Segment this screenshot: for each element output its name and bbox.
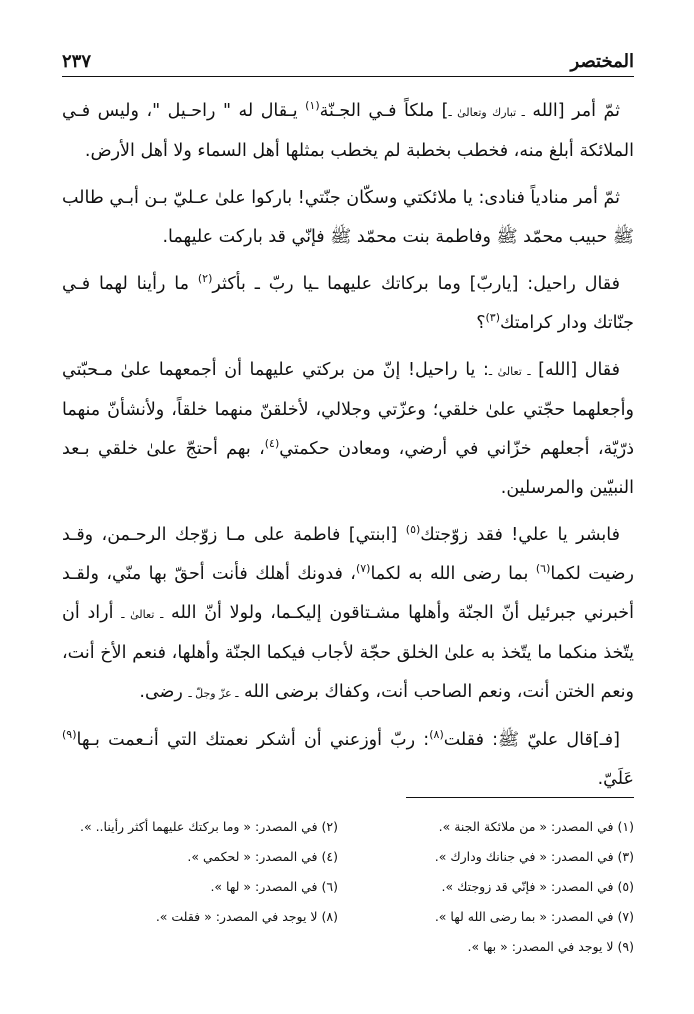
footnote: (١) في المصدر: « من ملائكة الجنة ». <box>438 819 634 834</box>
footnote: (٤) في المصدر: « لحكمي ». <box>187 849 338 864</box>
footnote: (٣) في المصدر: « في جنانك ودارك ». <box>434 849 634 864</box>
honorific: ـ تعالىٰ ـ <box>488 365 531 378</box>
footnote-ref: (٥) <box>405 523 421 537</box>
main-text <box>62 92 634 807</box>
text-run: ؟ <box>476 313 486 333</box>
text-run: : يا راحيل! إنّ من بركتي عليهما أن أجمعهما علىٰ مـحبّتي وأجعلهما حجّتي علىٰ خلقي؛ وعزّتي وجلالي، لأخلقنّ منهما خلقاً، ولأنشأنّ منهما ذرّيّة، أجعلهم خزّاني في أرضي، ومعادن حكمتي <box>62 360 634 459</box>
text-run: فابشر يا علي! فقد زوّجتك <box>420 525 621 545</box>
text-run: ، بهم أحتجّ علىٰ خلقي بـعد النبيّين والمرسلين. <box>62 439 634 498</box>
footnote: (٨) لا يوجد في المصدر: « فقلت ». <box>155 909 338 924</box>
text-run: [فـ]قال عليّ ﷺ: فقلت <box>443 730 620 750</box>
text-run: [ابنتي] فاطمة على مـا زوّجك الرحـمن، وقـد رضيت لكما <box>62 525 634 584</box>
footnote: (٢) في المصدر: « وما بركتك عليهما أكثر رأينا.. ». <box>79 819 338 834</box>
footnote-ref: (٧) <box>355 562 371 576</box>
footnote-ref: (٦) <box>535 562 551 576</box>
footnote-ref: (٣) <box>485 311 501 325</box>
header-divider <box>62 76 634 77</box>
text-run: ما رأينا لهما فـي جنّاتك ودار كرامتك <box>62 274 634 333</box>
honorific: ـ عزّ وجلّ ـ <box>188 687 239 700</box>
honorific: ـ تبارك وتعالىٰ ـ <box>448 106 525 119</box>
text-run: فقال راحيل: [ياربّ] وما بركاتك عليهما ـيا ربّ ـ بأكثر <box>212 274 620 294</box>
paragraph <box>62 721 634 799</box>
footnote-ref: (١) <box>305 99 320 113</box>
paragraph <box>62 265 634 343</box>
footnote: (٦) في المصدر: « لها ». <box>210 879 338 894</box>
footnote: (٥) في المصدر: « فإنّي قد زوجتك ». <box>441 879 634 894</box>
footnote-ref: (٩) <box>62 728 77 742</box>
text-run: بما رضى الله به لكما <box>370 564 536 584</box>
paragraph <box>62 351 634 508</box>
footnotes <box>62 812 634 962</box>
footnote: (٧) في المصدر: « بما رضى الله لها ». <box>434 909 634 924</box>
text-run: أراد أن يتّخذ منكما ما يتّخذ به علىٰ الخلق حجّة لأجاب فيكما الجنّة وأهلها، فنعم الأخ أنت، ونعم الختن أنت، ونعم الصاحب أنت، وكفاك برضى الله <box>62 603 634 702</box>
page-number: ٢٣٧ <box>62 51 92 72</box>
paragraph <box>62 516 634 713</box>
text-run: ، فدونك أهلك فأنت أحقّ بها منّي، ولقـد أخبرني جبرئيل أنّ الجنّة وأهلها مشـتاقون إليكـما، ولولا أنّ الله <box>62 564 634 623</box>
honorific: ـ تعالىٰ ـ <box>121 608 164 621</box>
footnote-ref: (٨) <box>429 728 444 742</box>
running-title: المختصر <box>570 51 634 72</box>
text-run: يـقال له " راحـيل "، وليس فـي الملائكة أبلغ منه، فخطب بخطبة لم يخطب بمثلها أهل السماء ولا أهل الأرض. <box>62 101 634 161</box>
paragraph <box>62 92 634 171</box>
footnote: (٩) لا يوجد في المصدر: « بها ». <box>467 939 634 954</box>
page-header <box>62 42 634 72</box>
text-run: فقال [الله] <box>530 360 621 380</box>
text-run: رضى. <box>139 682 189 702</box>
text-run: ثمّ أمر منادياً فنادى: يا ملائكتي وسكّان جنّتي! باركوا علىٰ عـليّ بـن أبـي طالب ﷺ حبيب محمّد ﷺ وفاطمة بنت محمّد ﷺ فإنّي قد باركت عليهما. <box>62 188 634 247</box>
text-run: ] ملكاً فـي الجـنّة <box>319 101 449 121</box>
footnote-ref: (٤) <box>264 437 280 451</box>
text-run: عَلَيّ. <box>597 769 634 789</box>
text-run: : ربّ أوزعني أن أشكر نعمتك التي أنـعمت بـها <box>76 730 430 750</box>
footnote-ref: (٢) <box>197 272 213 286</box>
footnote-divider <box>406 797 634 798</box>
paragraph <box>62 179 634 257</box>
text-run: ثمّ أمر [الله <box>524 101 621 121</box>
